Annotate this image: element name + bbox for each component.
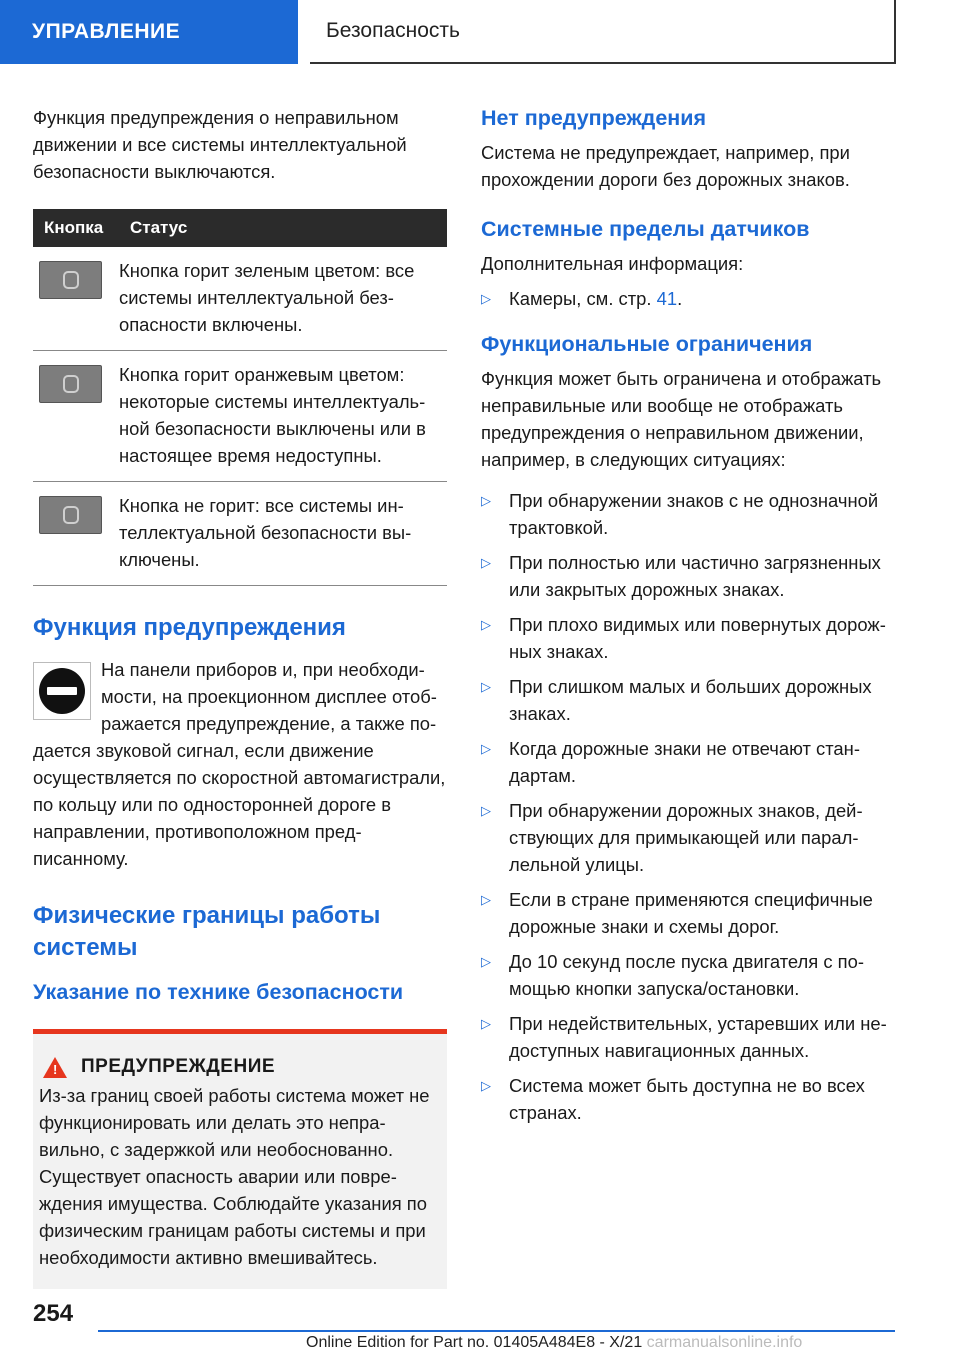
col-header-button: Кнопка bbox=[33, 209, 119, 247]
triangle-bullet-icon: ▷ bbox=[481, 291, 491, 306]
chapter-tab: УПРАВЛЕНИЕ bbox=[0, 0, 298, 64]
safety-button-icon bbox=[39, 261, 102, 299]
safety-subheading: Указание по технике безопасности bbox=[33, 980, 404, 1004]
table-row bbox=[33, 247, 447, 351]
warning-box-text: Из-за границ своей работы система может не функционировать или делать это неправильно, с задержкой или необоснованно. Существует опасность аварии или повреждения имущества. Соблюдайте указания по физическим границам работы системы и при необходимости активно вмешивайтесь. bbox=[39, 1085, 430, 1268]
limits-heading: Физические границы работы системы bbox=[33, 902, 381, 961]
list-item: ▷ Камеры, см. стр. 41. bbox=[481, 285, 897, 312]
safety-button-icon bbox=[39, 496, 102, 534]
func-list bbox=[481, 487, 897, 1126]
warning-function-text: На панели приборов и, при необходимости, на проекционном дисплее отображается предупреждение, а также подается звуковой сигнал, если движение осуществляется по скоростной автомагистрали, по кольцу или по односторонней дороге в направлении, противоположном предписанному. bbox=[33, 659, 446, 869]
page-link[interactable]: 41 bbox=[656, 288, 678, 309]
footer-edition: Online Edition for Part no. 01405A484E8 - X/21 carmanualsonline.info bbox=[306, 1334, 803, 1351]
triangle-bullet-icon: ▷ bbox=[481, 679, 491, 694]
status-text: Кнопка горит зеленым цветом: все системы интеллектуальной безопасности включены. bbox=[119, 247, 447, 351]
warning-box-title: ПРЕДУПРЕЖДЕНИЕ bbox=[81, 1056, 276, 1077]
no-warning-text: Система не предупреждает, например, при прохождении дороги без дорожных знаков. bbox=[481, 142, 850, 190]
section-title: Безопасность bbox=[310, 0, 896, 64]
sensor-text: Дополнительная информация: bbox=[481, 253, 744, 274]
footer-divider bbox=[98, 1330, 895, 1332]
func-heading: Функциональные ограничения bbox=[481, 332, 813, 356]
no-entry-icon bbox=[33, 662, 91, 720]
list-item: ▷ При полностью или частично загрязненных или закрытых дорожных знаках. bbox=[481, 549, 897, 603]
status-table bbox=[33, 209, 447, 586]
list-item: ▷ При недействительных, устаревших или недоступных навигационных данных. bbox=[481, 1010, 897, 1064]
list-item: ▷ При обнаружении знаков с не однозначной трактовкой. bbox=[481, 487, 897, 541]
list-item: ▷ При слишком малых и больших дорожных знаках. bbox=[481, 673, 897, 727]
warning-function-heading: Функция предупреждения bbox=[33, 614, 346, 641]
left-column bbox=[33, 104, 447, 1289]
footer-brand: carmanualsonline.info bbox=[646, 1334, 803, 1351]
status-text: Кнопка горит оранжевым цветом: некоторые системы интеллектуальной безопасности выключены или в настоящее время недоступны. bbox=[119, 351, 447, 482]
triangle-bullet-icon: ▷ bbox=[481, 954, 491, 969]
table-row bbox=[33, 351, 447, 482]
triangle-bullet-icon: ▷ bbox=[481, 892, 491, 907]
status-text: Кнопка не горит: все системы интеллектуальной безопасности выключены. bbox=[119, 482, 447, 586]
no-warning-heading: Нет предупреждения bbox=[481, 106, 707, 130]
list-item: ▷ Если в стране применяются специфичные дорожные знаки и схемы дорог. bbox=[481, 886, 897, 940]
sensor-heading: Системные пределы датчиков bbox=[481, 217, 810, 241]
list-item: ▷ При плохо видимых или повернутых дорожных знаках. bbox=[481, 611, 897, 665]
intro-text: Функция предупреждения о неправильном движении и все системы интеллектуальной безопасности выключаются. bbox=[33, 107, 407, 182]
warning-box bbox=[33, 1029, 447, 1289]
triangle-bullet-icon: ▷ bbox=[481, 803, 491, 818]
page-number: 254 bbox=[33, 1300, 74, 1327]
table-row bbox=[33, 482, 447, 586]
list-item: ▷ Система может быть доступна не во всех странах. bbox=[481, 1072, 897, 1126]
col-header-status: Статус bbox=[119, 209, 447, 247]
triangle-bullet-icon: ▷ bbox=[481, 1078, 491, 1093]
safety-button-icon bbox=[39, 365, 102, 403]
warning-triangle-icon: ! bbox=[43, 1057, 67, 1078]
list-item: ▷ До 10 секунд после пуска двигателя с помощью кнопки запуска/остановки. bbox=[481, 948, 897, 1002]
right-column bbox=[481, 104, 897, 1134]
list-item: ▷ При обнаружении дорожных знаков, действующих для примыкающей или параллельной улицы. bbox=[481, 797, 897, 878]
triangle-bullet-icon: ▷ bbox=[481, 1016, 491, 1031]
triangle-bullet-icon: ▷ bbox=[481, 741, 491, 756]
triangle-bullet-icon: ▷ bbox=[481, 617, 491, 632]
func-text: Функция может быть ограничена и отображать неправильные или вообще не отображать предупреждения о неправильном движении, например, в следующих ситуациях: bbox=[481, 368, 882, 470]
triangle-bullet-icon: ▷ bbox=[481, 493, 491, 508]
triangle-bullet-icon: ▷ bbox=[481, 555, 491, 570]
warning-function-block bbox=[33, 656, 447, 872]
list-item: ▷ Когда дорожные знаки не отвечают стандартам. bbox=[481, 735, 897, 789]
